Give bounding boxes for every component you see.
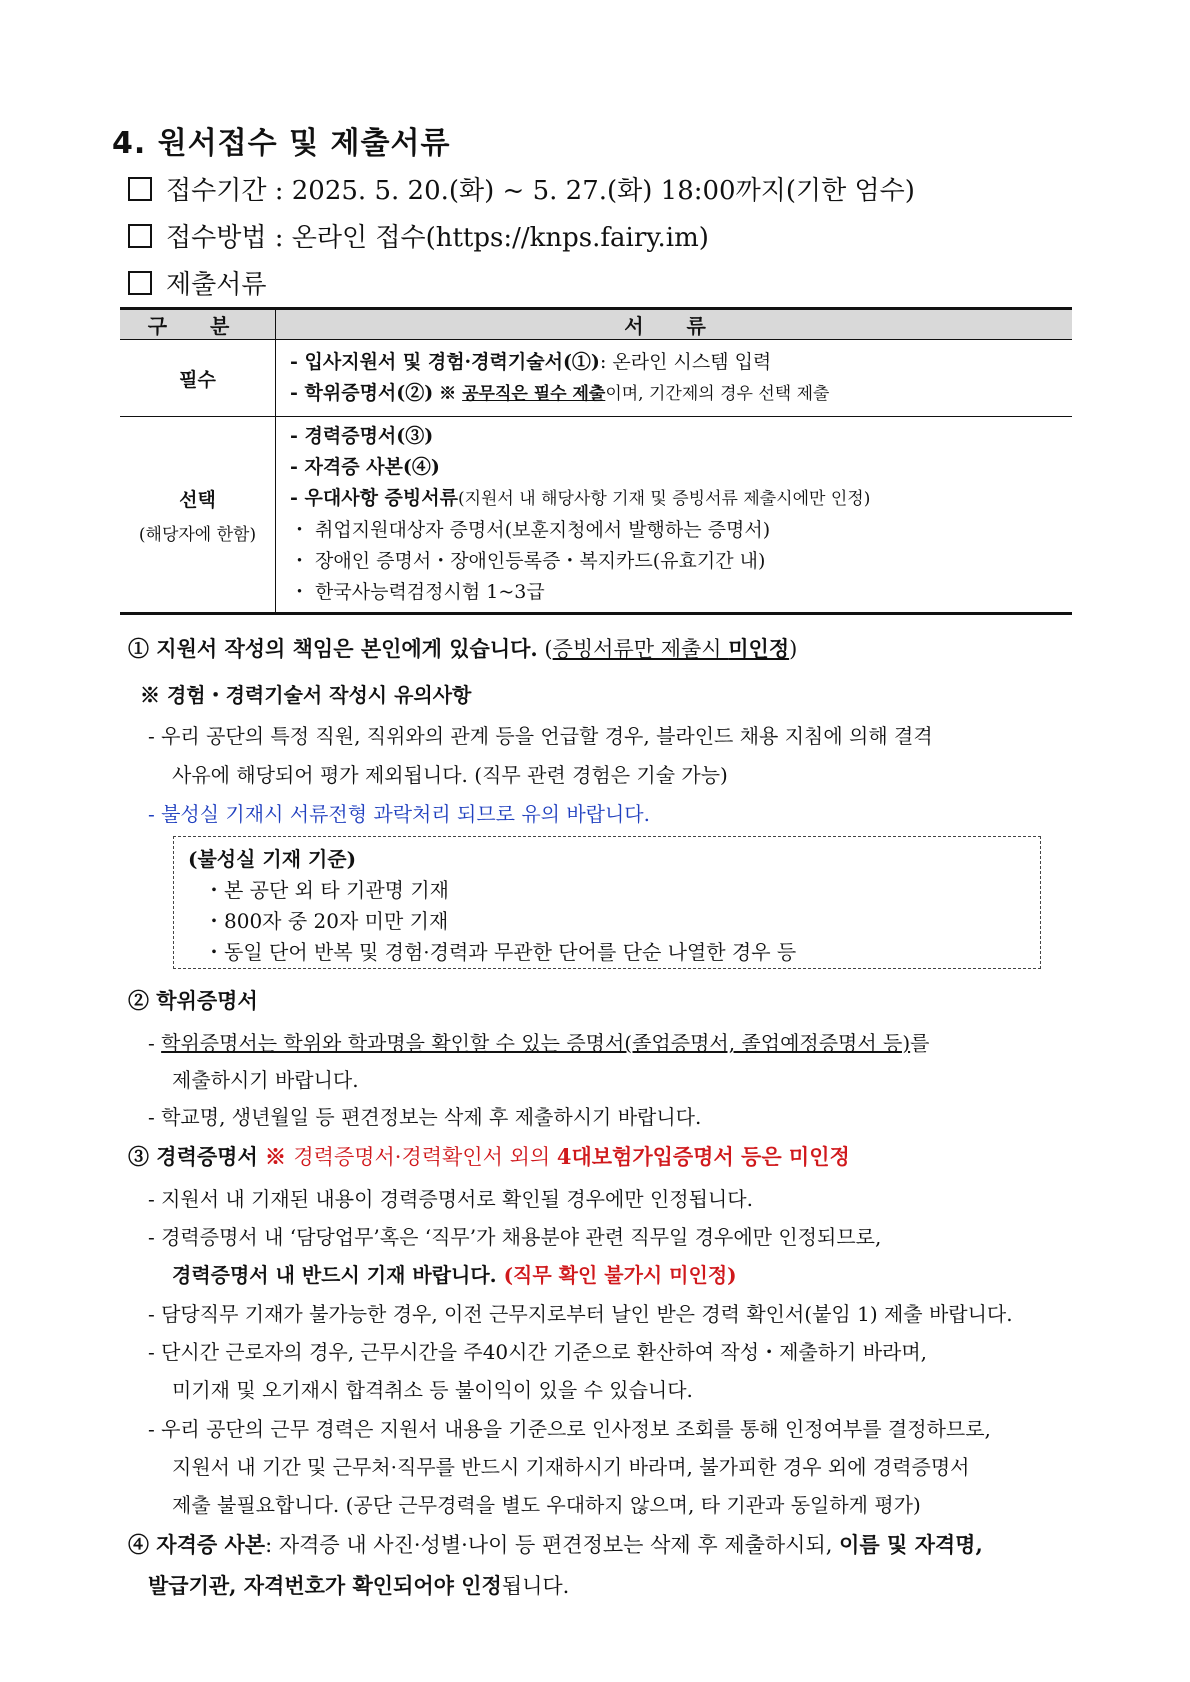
optional-item-3-rest: (지원서 내 해당사항 기재 및 증빙서류 제출시에만 인정) bbox=[457, 489, 871, 509]
required-2-rest: 이며, 기간제의 경우 선택 제출 bbox=[605, 383, 830, 404]
section-1-line-1: - 우리 공단의 특정 직원, 직위와의 관계 등을 언급할 경우, 블라인드 채용 지침에 의해 결격 bbox=[148, 724, 933, 748]
optional-item-6: ・ 한국사능력검정시험 1~3급 bbox=[290, 581, 545, 603]
section-2-line-2: 제출하시기 바랍니다. bbox=[172, 1068, 359, 1092]
paren-close: ) bbox=[789, 637, 798, 661]
section-2-line-1 bbox=[148, 1027, 929, 1056]
section-3-title-red: 경력증명서·경력확인서 외의 bbox=[293, 1145, 557, 1169]
section-3-line-4: - 담당직무 기재가 불가능한 경우, 이전 근무지로부터 날인 받은 경력 확인서(붙임 1) 제출 바랍니다. bbox=[148, 1302, 1013, 1326]
section-1-title-bold: ① 지원서 작성의 책임은 본인에게 있습니다. bbox=[128, 636, 538, 661]
optional-sublabel: (해당자에 한함) bbox=[138, 524, 257, 545]
optional-item-1: - 경력증명서(③) bbox=[290, 425, 434, 447]
criteria-title: (불성실 기재 기준) bbox=[188, 847, 357, 871]
section-1-title bbox=[128, 633, 797, 663]
reference-mark: ※ bbox=[433, 383, 463, 404]
table-header-category: 구 분 bbox=[120, 309, 276, 340]
optional-item-4: ・ 취업지원대상자 증명서(보훈지청에서 발행하는 증명서) bbox=[290, 519, 771, 541]
required-1-bold: - 입사지원서 및 경험·경력기술서(①) bbox=[290, 350, 600, 373]
docs-title-line bbox=[128, 264, 266, 301]
section-1-title-underlined: 증빙서류만 제출시 bbox=[552, 637, 729, 661]
section-4-line-2-bold: 발급기관, 자격번호가 확인되어야 인정 bbox=[148, 1573, 502, 1598]
checkbox-icon bbox=[128, 177, 152, 201]
section-3-line-8: 지원서 내 기간 및 근무처·직무를 반드시 기재하시기 바라며, 불가피한 경우 외에 경력증명서 bbox=[172, 1455, 970, 1479]
section-1-line-2: 사유에 해당되어 평가 제외됩니다. (직무 관련 경험은 기술 가능) bbox=[172, 763, 728, 787]
section-3-line-9: 제출 불필요합니다. (공단 근무경력을 별도 우대하지 않으며, 타 기관과 동일하게 평가) bbox=[172, 1493, 921, 1517]
method-text: 접수방법 : 온라인 접수(https://knps.fairy.im) bbox=[166, 223, 709, 253]
period-text: 접수기간 : 2025. 5. 20.(화) ~ 5. 27.(화) 18:00까지(기한 엄수) bbox=[166, 176, 915, 206]
table-row-optional bbox=[120, 417, 1072, 614]
table-header-documents: 서 류 bbox=[276, 309, 1073, 340]
section-1-title-underlined-bold: 미인정 bbox=[728, 636, 790, 661]
section-3-line-6: 미기재 및 오기재시 합격취소 등 불이익이 있을 수 있습니다. bbox=[172, 1378, 693, 1402]
section-3-title bbox=[128, 1141, 850, 1171]
docs-title: 제출서류 bbox=[166, 270, 267, 300]
table-header-row bbox=[120, 309, 1072, 340]
method-line bbox=[128, 217, 709, 254]
section-2-line-1-rest: 를 bbox=[910, 1031, 930, 1055]
section-3-title-bold: ③ 경력증명서 bbox=[128, 1144, 258, 1169]
section-3-line-7: - 우리 공단의 근무 경력은 지원서 내용을 기준으로 인사정보 조회를 통해 인정여부를 결정하므로, bbox=[148, 1417, 991, 1441]
section-1-line-3: - 불성실 기재시 서류전형 과락처리 되므로 유의 바랍니다. bbox=[148, 802, 650, 826]
section-3-line-3 bbox=[172, 1259, 737, 1288]
optional-item-5: ・ 장애인 증명서・장애인등록증・복지카드(유효기간 내) bbox=[290, 550, 766, 572]
section-3-title-red-bold: 4대보험가입증명서 등은 미인정 bbox=[556, 1144, 850, 1169]
criteria-item-3: ・동일 단어 반복 및 경험·경력과 무관한 단어를 단순 나열한 경우 등 bbox=[204, 940, 797, 964]
required-2-underlined: 공무직은 필수 제출 bbox=[462, 383, 606, 404]
experience-note-title: ※ 경험・경력기술서 작성시 유의사항 bbox=[140, 683, 472, 707]
table-row-required bbox=[120, 340, 1072, 417]
criteria-item-2: ・800자 중 20자 미만 기재 bbox=[204, 909, 449, 933]
optional-label: 선택 bbox=[179, 488, 216, 511]
section-4-title bbox=[128, 1529, 983, 1559]
section-3-line-2: - 경력증명서 내 ‘담당업무’혹은 ‘직무’가 채용분야 관련 직무일 경우에만 인정되므로, bbox=[148, 1225, 882, 1249]
checkbox-icon bbox=[128, 224, 152, 248]
required-label: 필수 bbox=[120, 340, 276, 417]
section-3-line-5: - 단시간 근로자의 경우, 근무시간을 주40시간 기준으로 환산하여 작성・제출하기 바라며, bbox=[148, 1340, 928, 1364]
checkbox-icon bbox=[128, 271, 152, 295]
documents-table bbox=[120, 307, 1072, 615]
insincere-criteria-box bbox=[173, 836, 1041, 969]
section-2-title: ② 학위증명서 bbox=[128, 988, 258, 1013]
reference-mark: ※ bbox=[257, 1144, 294, 1169]
criteria-item-1: ・본 공단 외 타 기관명 기재 bbox=[204, 878, 449, 902]
optional-cell bbox=[276, 417, 1073, 614]
section-4-line-2-rest: 됩니다. bbox=[501, 1574, 570, 1598]
required-1-rest: : 온라인 시스템 입력 bbox=[599, 350, 772, 373]
section-3-line-1: - 지원서 내 기재된 내용이 경력증명서로 확인될 경우에만 인정됩니다. bbox=[148, 1187, 753, 1211]
optional-item-3-bold: - 우대사항 증빙서류 bbox=[290, 487, 458, 509]
period-line bbox=[128, 170, 915, 207]
section-3-line-3-bold: 경력증명서 내 반드시 기재 바랍니다. bbox=[172, 1263, 497, 1287]
section-4-line-2 bbox=[148, 1570, 569, 1600]
required-2-bold: - 학위증명서(②) bbox=[290, 381, 434, 404]
required-cell bbox=[276, 340, 1073, 417]
optional-label-cell bbox=[120, 417, 276, 614]
section-2-line-3: - 학교명, 생년월일 등 편견정보는 삭제 후 제출하시기 바랍니다. bbox=[148, 1105, 702, 1129]
optional-item-2: - 자격증 사본(④) bbox=[290, 456, 440, 478]
section-heading: 4. 원서접수 및 제출서류 bbox=[112, 126, 451, 161]
section-2-line-1-underlined: 학위증명서는 학위와 학과명을 확인할 수 있는 증명서(졸업증명서, 졸업예정증명서 등) bbox=[161, 1031, 911, 1055]
section-4-title-rest: : 자격증 내 사진·성별·나이 등 편견정보는 삭제 후 제출하시되, bbox=[265, 1533, 840, 1557]
section-4-title-bold-2: 이름 및 자격명, bbox=[839, 1532, 983, 1557]
dash: - bbox=[148, 1031, 162, 1055]
section-3-line-3-red: (직무 확인 불가시 미인정) bbox=[496, 1263, 737, 1287]
section-4-title-bold: ④ 자격증 사본 bbox=[128, 1532, 266, 1557]
paren-open: ( bbox=[537, 637, 553, 661]
